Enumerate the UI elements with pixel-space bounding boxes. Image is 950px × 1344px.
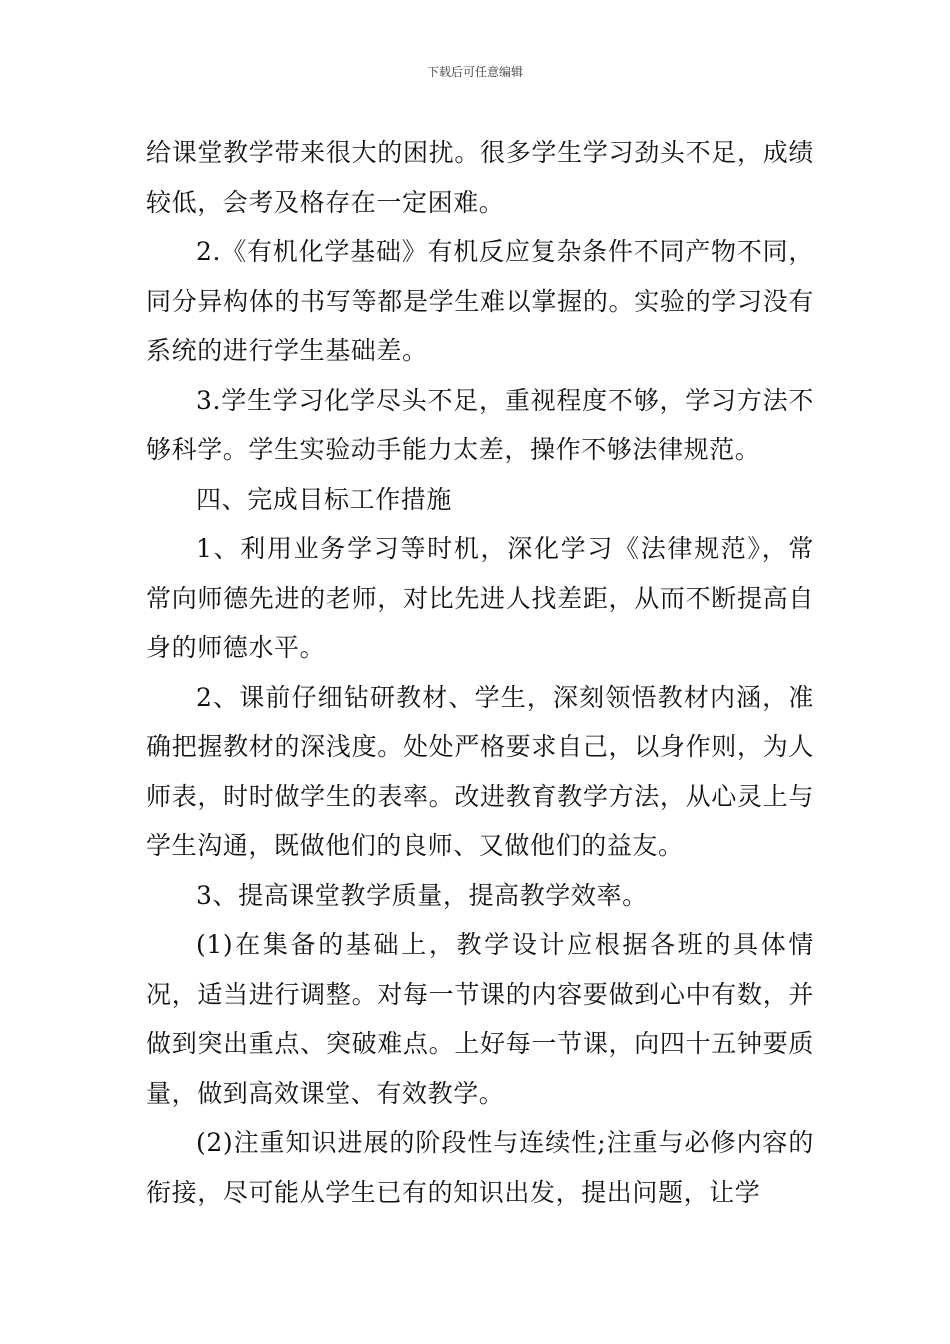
paragraph-2: 2.《有机化学基础》有机反应复杂条件不同产物不同，同分异构体的书写等都是学生难以掌握的。实验的学习没有系统的进行学生基础差。: [146, 237, 814, 365]
paragraph-5: 2、课前仔细钻研教材、学生，深刻领悟教材内涵，准确把握教材的深浅度。处处严格要求自己，以身作则，为人师表，时时做学生的表率。改进教育教学方法，从心灵上与学生沟通，既做他们的良师、又做他们的益友。: [146, 682, 814, 860]
paragraph-6: 3、提高课堂教学质量，提高教学效率。: [196, 880, 648, 910]
paragraph-4: 1、利用业务学习等时机，深化学习《法律规范》，常常向师德先进的老师，对比先进人找差距，从而不断提高自身的师德水平。: [146, 534, 814, 662]
page-header: 下载后可任意编辑: [426, 65, 523, 79]
section-heading: 四、完成目标工作措施: [196, 484, 453, 514]
paragraph-8: (2)注重知识进展的阶段性与连续性;注重与必修内容的衔接，尽可能从学生已有的知识出发，提出问题，让学: [146, 1128, 814, 1207]
paragraph-1: 给课堂教学带来很大的困扰。很多学生学习劲头不足，成绩较低，会考及格存在一定困难。: [146, 138, 814, 217]
paragraph-3: 3.学生学习化学尽头不足，重视程度不够，学习方法不够科学。学生实验动手能力太差，操作不够法律规范。: [146, 385, 814, 464]
document-body: [146, 128, 814, 1217]
paragraph-7: (1)在集备的基础上，教学设计应根据各班的具体情况，适当进行调整。对每一节课的内容要做到心中有数，并做到突出重点、突破难点。上好每一节课，向四十五钟要质量，做到高效课堂、有效教学。: [146, 930, 814, 1108]
